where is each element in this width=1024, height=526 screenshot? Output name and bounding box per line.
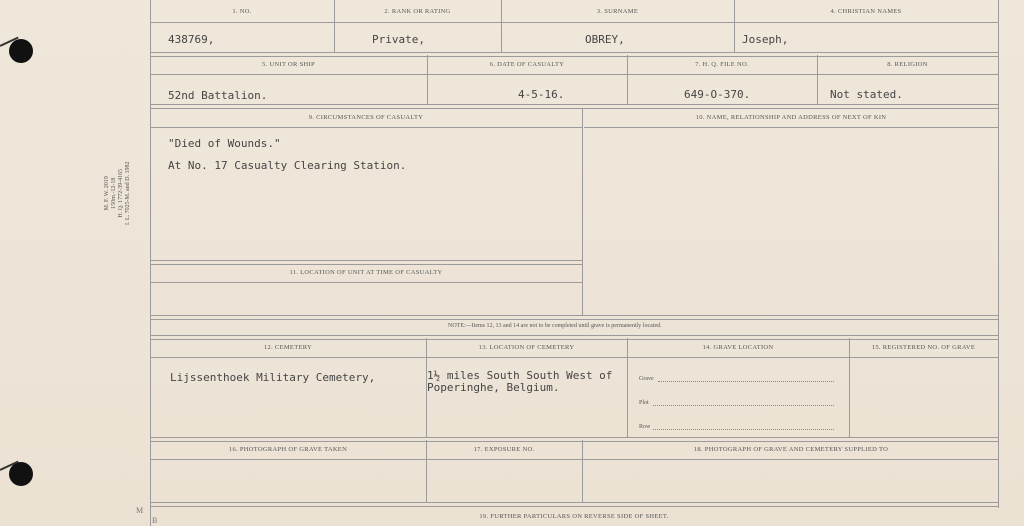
label-location-of-unit: 11. LOCATION OF UNIT AT TIME OF CASUALTY bbox=[289, 269, 443, 276]
label-unit: 5. UNIT OR SHIP bbox=[262, 61, 315, 68]
grave-field-line bbox=[658, 381, 834, 382]
margin-line: 150m.-12-18 bbox=[111, 177, 117, 209]
value-regimental-no: 438769, bbox=[168, 33, 215, 46]
label-file-no: 7. H. Q. FILE NO. bbox=[695, 61, 749, 68]
plot-field-label: Plot bbox=[639, 400, 649, 406]
row3-header-rule-right bbox=[584, 127, 998, 128]
label-registered-no: 15. REGISTERED NO. OF GRAVE bbox=[871, 344, 976, 351]
row5-header-rule bbox=[150, 459, 998, 460]
location-unit-header-rule bbox=[150, 282, 582, 283]
grave-field-label: Grave bbox=[639, 376, 654, 382]
note-items-12-14: NOTE:—Items 12, 13 and 14 are not to be completed until grave is permanently located. bbox=[448, 323, 662, 329]
row5-divider bbox=[582, 440, 583, 502]
value-circumstances-line2: At No. 17 Casualty Clearing Station. bbox=[168, 159, 407, 172]
label-cemetery: 12. CEMETERY bbox=[263, 344, 313, 351]
row5-bottom-rule bbox=[150, 502, 998, 507]
label-exposure-no: 17. EXPOSURE NO. bbox=[473, 446, 535, 453]
label-photograph-taken: 16. PHOTOGRAPH OF GRAVE TAKEN bbox=[228, 446, 348, 453]
value-surname: OBREY, bbox=[585, 33, 625, 46]
label-date: 6. DATE OF CASUALTY bbox=[489, 61, 565, 68]
value-date: 4-5-16. bbox=[518, 88, 565, 101]
label-religion: 8. RELIGION bbox=[887, 61, 928, 68]
label-grave-location: 14. GRAVE LOCATION bbox=[702, 344, 774, 351]
value-circumstances-line1: "Died of Wounds." bbox=[168, 137, 281, 150]
label-circumstances: 9. CIRCUMSTANCES OF CASUALTY bbox=[308, 114, 424, 121]
footer-further-particulars: 19. FURTHER PARTICULARS ON REVERSE SIDE OF SHEET. bbox=[479, 513, 669, 520]
value-cemetery: Lijssenthoek Military Cemetery, bbox=[170, 371, 376, 384]
row3-bottom-rule bbox=[150, 315, 998, 320]
row-field-label: Row bbox=[639, 424, 651, 430]
margin-line: H. Q. 1772-39-4165 bbox=[118, 168, 124, 218]
margin-print-note bbox=[104, 162, 132, 226]
label-photograph-supplied-to: 18. PHOTOGRAPH OF GRAVE AND CEMETERY SUPPLIED TO bbox=[693, 446, 889, 453]
row1-bottom-rule bbox=[150, 52, 998, 57]
location-unit-top-rule bbox=[150, 260, 582, 265]
row4-divider bbox=[849, 338, 850, 438]
value-religion: Not stated. bbox=[830, 88, 903, 101]
punch-hole-top bbox=[9, 39, 33, 63]
row4-divider bbox=[627, 338, 628, 438]
note-bottom-rule bbox=[150, 335, 998, 340]
label-next-of-kin: 10. NAME, RELATIONSHIP AND ADDRESS OF NEXT OF KIN bbox=[695, 114, 887, 121]
label-surname: 3. SURNAME bbox=[596, 8, 639, 15]
row4-header-rule bbox=[150, 357, 998, 358]
row2-header-rule bbox=[150, 74, 998, 75]
plot-field-line bbox=[653, 405, 834, 406]
label-no: 1. NO. bbox=[232, 8, 252, 15]
row3-header-rule-left bbox=[150, 127, 582, 128]
row-field-line bbox=[653, 429, 834, 430]
corner-mark-right: B bbox=[152, 516, 158, 525]
label-rank: 2. RANK OR RATING bbox=[384, 8, 451, 15]
value-unit: 52nd Battalion. bbox=[168, 89, 268, 102]
label-christian-names: 4. CHRISTIAN NAMES bbox=[830, 8, 902, 15]
row2-bottom-rule bbox=[150, 104, 998, 109]
frame-right bbox=[998, 0, 999, 508]
value-location-line1: 1½ miles South South West of bbox=[427, 369, 613, 382]
row3-divider bbox=[582, 108, 583, 316]
margin-line: M. F. W. 2019 bbox=[104, 176, 110, 211]
row4-bottom-rule bbox=[150, 437, 998, 442]
punch-hole-bottom bbox=[9, 462, 33, 486]
value-file-no: 649-O-370. bbox=[684, 88, 751, 101]
margin-line: I. L. 7025-M. and D. 1982 bbox=[125, 161, 131, 225]
label-location-of-cemetery: 13. LOCATION OF CEMETERY bbox=[478, 344, 575, 351]
row1-header-rule bbox=[150, 22, 998, 23]
corner-mark-left: M bbox=[136, 506, 144, 515]
value-christian-names: Joseph, bbox=[742, 33, 789, 46]
value-location-line2: Poperinghe, Belgium. bbox=[427, 381, 560, 394]
value-rank: Private, bbox=[372, 33, 425, 46]
